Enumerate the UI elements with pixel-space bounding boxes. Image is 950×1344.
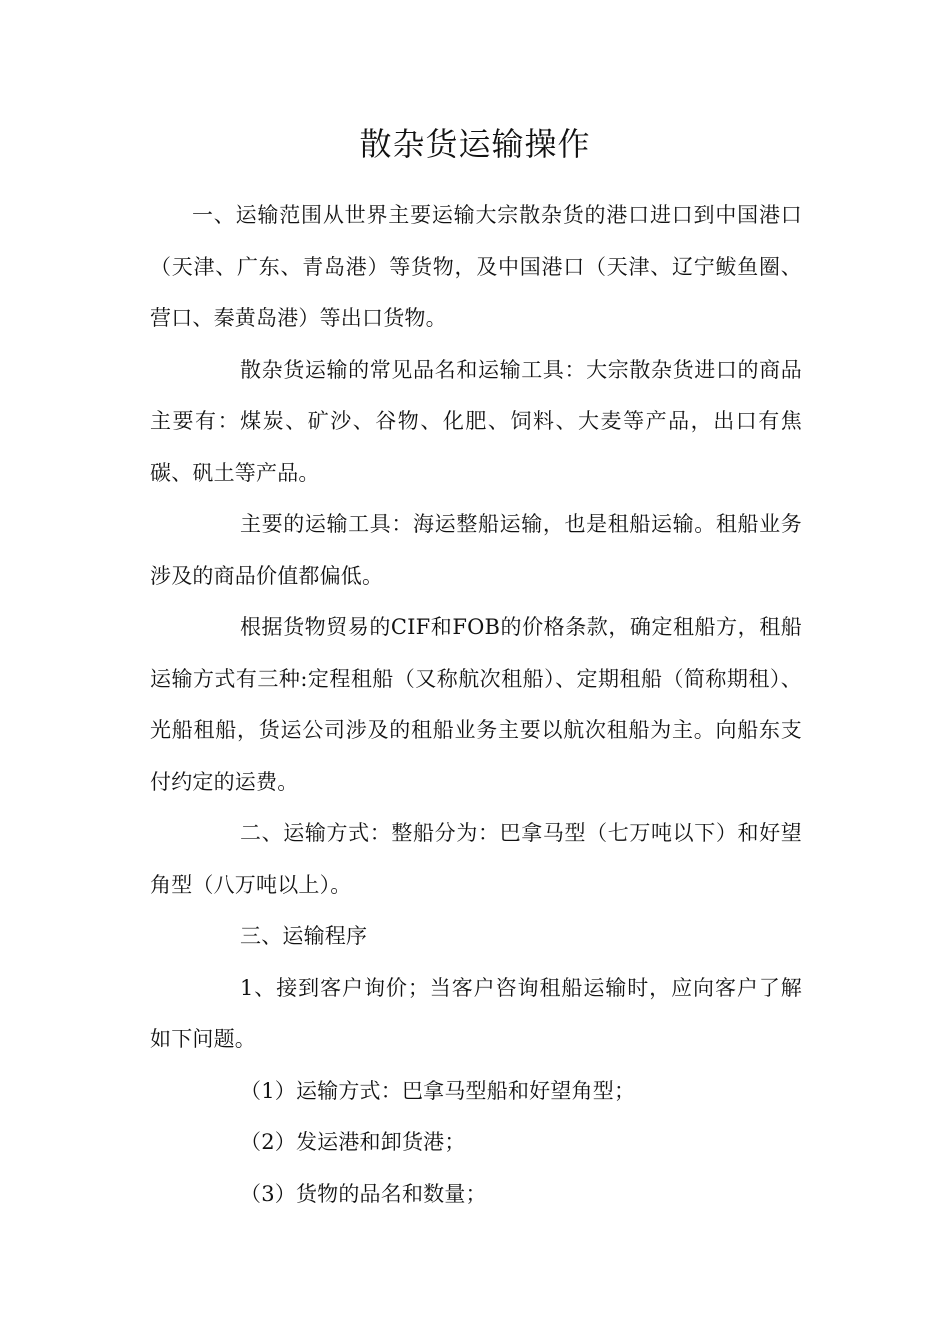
document-body bbox=[150, 190, 802, 1220]
paragraph-transport-mode: 二、运输方式：整船分为：巴拿马型（七万吨以下）和好望角型（八万吨以上）。 bbox=[150, 821, 802, 897]
paragraph-common-goods: 散杂货运输的常见品名和运输工具：大宗散杂货进口的商品主要有：煤炭、矿沙、谷物、化肥、饲料、大麦等产品，出口有焦碳、矾土等产品。 bbox=[150, 357, 802, 485]
paragraph-customer-inquiry: 1、接到客户询价；当客户咨询租船运输时，应向客户了解如下问题。 bbox=[150, 975, 802, 1051]
paragraph-transport-procedure: 三、运输程序 bbox=[240, 924, 368, 948]
list-item-cargo: （3）货物的品名和数量； bbox=[240, 1181, 487, 1206]
list-item-shipping-mode: （1）运输方式：巴拿马型船和好望角型； bbox=[240, 1078, 636, 1103]
paragraph-transport-scope: 一、运输范围从世界主要运输大宗散杂货的港口进口到中国港口（天津、广东、青岛港）等货物，及中国港口（天津、辽宁鲅鱼圈、营口、秦黄岛港）等出口货物。 bbox=[150, 203, 802, 330]
paragraph-charter-types: 根据货物贸易的CIF和FOB的价格条款，确定租船方，租船运输方式有三种:定程租船（又称航次租船）、定期租船（简称期租）、光船租船，货运公司涉及的租船业务主要以航次租船为主。向船东支付约定的运费。 bbox=[150, 615, 802, 794]
list-item-ports: （2）发运港和卸货港； bbox=[240, 1130, 466, 1154]
paragraph-main-tools: 主要的运输工具：海运整船运输，也是租船运输。租船业务涉及的商品价值都偏低。 bbox=[150, 512, 802, 588]
document-title: 散杂货运输操作 bbox=[359, 125, 591, 163]
